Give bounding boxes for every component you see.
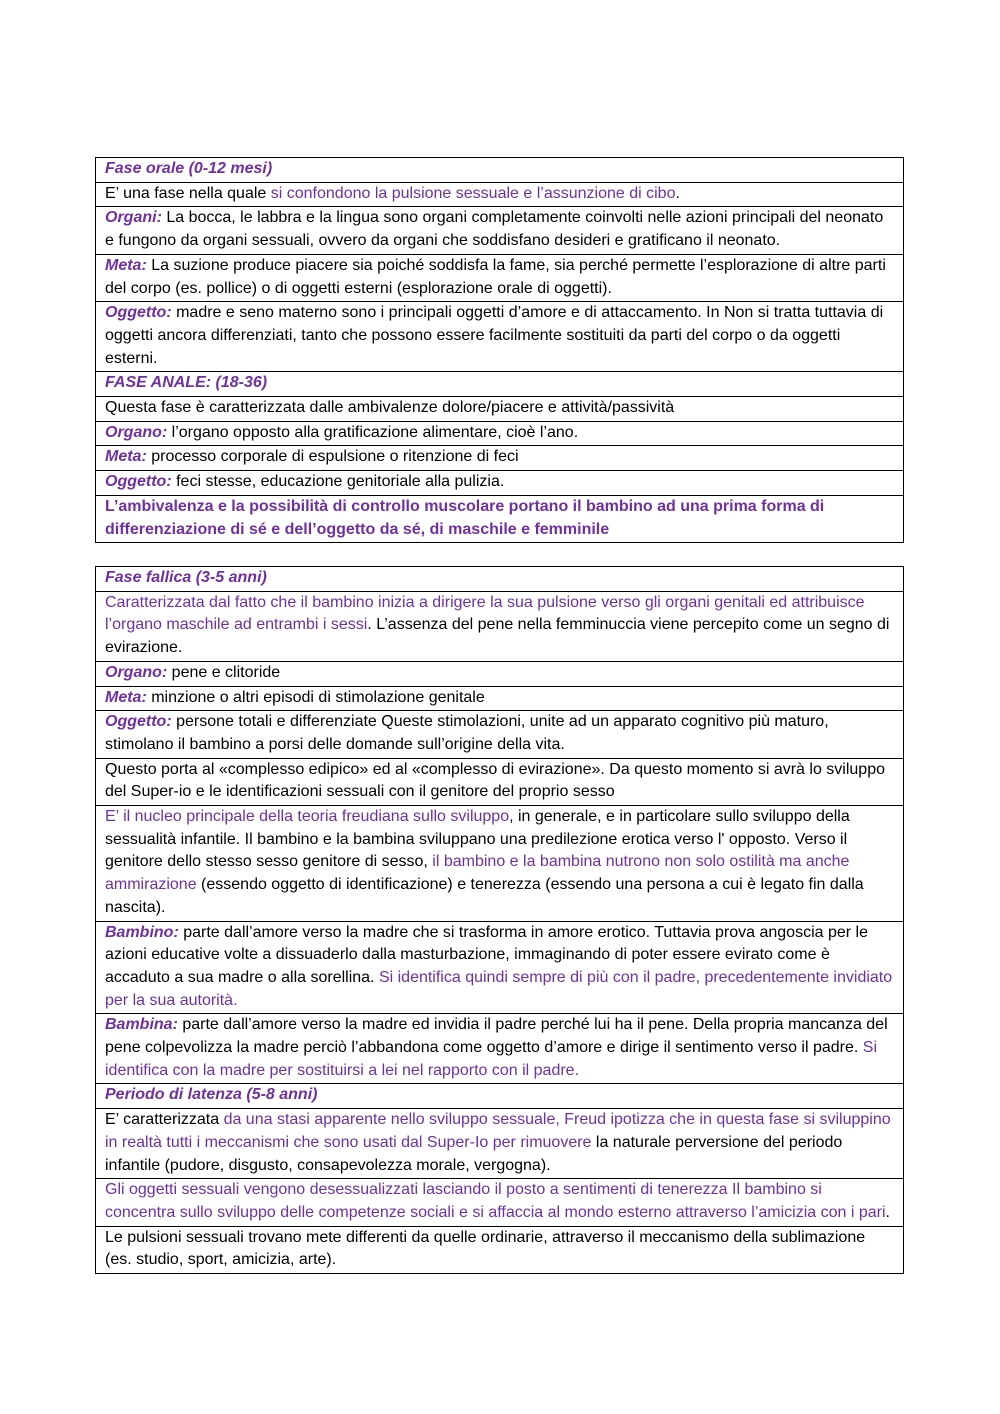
section-title-latency: Periodo di latenza (5-8 anni) — [96, 1084, 904, 1109]
phallic-organo: Organo: pene e clitoride — [96, 661, 904, 686]
phallic-complesso: Questo porta al «complesso edipico» ed al «complesso di evirazione». Da questo momento si avrà lo sviluppo del Super-io e le identificazioni sessuali con il genitore del proprio sesso — [96, 758, 904, 805]
table-row — [96, 495, 904, 542]
oral-oggetto: Oggetto: madre e seno materno sono i principali oggetti d’amore e di attaccamento. In Non si tratta tuttavia di oggetti ancora differenziati, tanto che possono essere facilmente sostituiti da parti del corpo o da oggetti esterni. — [96, 302, 904, 372]
phallic-meta: Meta: minzione o altri episodi di stimolazione genitale — [96, 686, 904, 711]
anal-oggetto: Oggetto: feci stesse, educazione genitoriale alla pulizia. — [96, 471, 904, 496]
table-row — [96, 471, 904, 496]
table-row — [96, 207, 904, 254]
table-row — [96, 421, 904, 446]
table-row — [96, 686, 904, 711]
table-row — [96, 182, 904, 207]
latency-intro: E’ caratterizzata da una stasi apparente nello sviluppo sessuale, Freud ipotizza che in questa fase si sviluppino in realtà tutti i meccanismi che sono usati dal Super-Io per rimuovere la naturale perversione del periodo infantile (pudore, disgusto, consapevolezza morale, vergogna). — [96, 1109, 904, 1179]
oral-organi: Organi: La bocca, le labbra e la lingua sono organi completamente coinvolti nelle azioni principali del neonato e fungono da organi sessuali, ovvero da organi che soddisfano desideri e gratificano il neonato. — [96, 207, 904, 254]
anal-intro: Questa fase è caratterizzata dalle ambivalenze dolore/piacere e attività/passività — [96, 397, 904, 422]
oral-meta: Meta: La suzione produce piacere sia poiché soddisfa la fame, sia perché permette l’esplorazione di altre parti del corpo (es. pollice) o di oggetti esterni (esplorazione orale di oggetti). — [96, 254, 904, 301]
table-oral-anal-phases — [95, 157, 904, 543]
anal-conclusion: L’ambivalenza e la possibilità di controllo muscolare portano il bambino ad una prima forma di differenziazione di sé e dell’oggetto da sé, di maschile e femminile — [96, 495, 904, 542]
anal-meta: Meta: processo corporale di espulsione o ritenzione di feci — [96, 446, 904, 471]
table-row — [96, 806, 904, 922]
section-title-anal: FASE ANALE: (18-36) — [96, 372, 904, 397]
table-row — [96, 158, 904, 183]
table-row — [96, 1014, 904, 1084]
phallic-bambina: Bambina: parte dall’amore verso la madre ed invidia il padre perché lui ha il pene. Della propria mancanza del pene colpevolizza la madre perciò l’abbandona come oggetto d’amore e dirige il sentimento verso il padre. Si identifica con la madre per sostituirsi a lei nel rapporto con il padre. — [96, 1014, 904, 1084]
section-title-phallic: Fase fallica (3-5 anni) — [96, 567, 904, 592]
table-row — [96, 661, 904, 686]
table-row — [96, 758, 904, 805]
oral-intro: E’ una fase nella quale si confondono la pulsione sessuale e l’assunzione di cibo. — [96, 182, 904, 207]
phallic-intro: Caratterizzata dal fatto che il bambino inizia a dirigere la sua pulsione verso gli organi genitali ed attribuisce l’organo maschile ad entrambi i sessi. L’assenza del pene nella femminuccia viene percepito come un segno di evirazione. — [96, 591, 904, 661]
table-phallic-latency-phases — [95, 566, 904, 1274]
table-row — [96, 397, 904, 422]
phallic-nucleo: E’ il nucleo principale della teoria freudiana sullo sviluppo, in generale, e in particolare sullo sviluppo della sessualità infantile. Il bambino e la bambina sviluppano una predilezione erotica verso l' opposto. Verso il genitore dello stesso sesso genitore di sesso, il bambino e la bambina nutrono non solo ostilità ma anche ammirazione (essendo oggetto di identificazione) e tenerezza (essendo una persona a cui è legato fin dalla nascita). — [96, 806, 904, 922]
latency-sublimazione: Le pulsioni sessuali trovano mete differenti da quelle ordinarie, attraverso il meccanismo della sublimazione (es. studio, sport, amicizia, arte). — [96, 1226, 904, 1273]
anal-organo: Organo: l’organo opposto alla gratificazione alimentare, cioè l’ano. — [96, 421, 904, 446]
table-row — [96, 1179, 904, 1226]
table-row — [96, 921, 904, 1014]
table-row — [96, 446, 904, 471]
section-title-oral: Fase orale (0-12 mesi) — [96, 158, 904, 183]
table-row — [96, 567, 904, 592]
table-row — [96, 372, 904, 397]
table-row — [96, 1226, 904, 1273]
latency-oggetti: Gli oggetti sessuali vengono desessualizzati lasciando il posto a sentimenti di tenerezza Il bambino si concentra sullo sviluppo delle competenze sociali e si affaccia al mondo esterno attraverso l’amicizia con i pari. — [96, 1179, 904, 1226]
table-row — [96, 1109, 904, 1179]
table-row — [96, 1084, 904, 1109]
table-row — [96, 711, 904, 758]
phallic-oggetto: Oggetto: persone totali e differenziate Queste stimolazioni, unite ad un apparato cognitivo più maturo, stimolano il bambino a porsi delle domande sull’origine della vita. — [96, 711, 904, 758]
table-row — [96, 302, 904, 372]
phallic-bambino: Bambino: parte dall’amore verso la madre che si trasforma in amore erotico. Tuttavia prova angoscia per le azioni educative volte a dissuaderlo dalla masturbazione, immaginando di poter essere evirato come è accaduto a sua madre o alla sorellina. Si identifica quindi sempre di più con il padre, precedentemente invidiato per la sua autorità. — [96, 921, 904, 1014]
table-row — [96, 591, 904, 661]
table-row — [96, 254, 904, 301]
